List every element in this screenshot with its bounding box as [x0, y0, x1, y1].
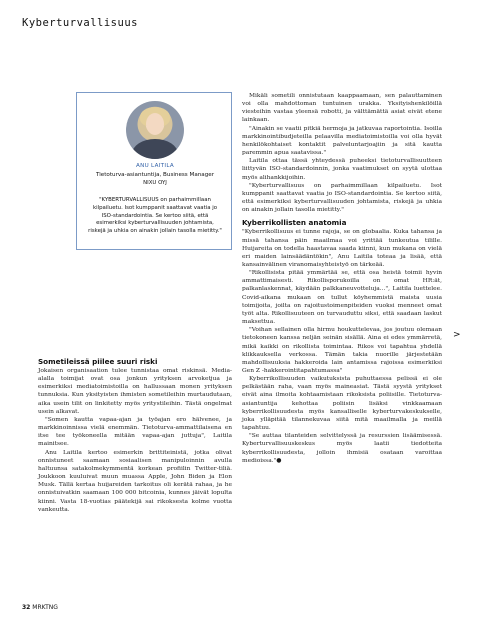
left-column	[38, 357, 232, 514]
profile-company: NIXU OYJ	[143, 180, 167, 186]
paragraph: Anu Laitila kertoo esimerkin brittiteinistä, jotka olivat onnistuneet saamaan sosiaalisen manipuloinnin avulla haltuunsa satakolmekymmentä korkean profiilin Twitter-tiliä. Joukkoon kuuluivat muun muassa Apple, John Biden ja Elon Musk. Tällä kertaa huijareiden tarkoitus oli kerätä rahaa, ja he onnistuivatkin saamaan 100 000 bitcoinia, kunnes jäivät lopulta kiinni. Vasta 18-vuotias päätekijä sai rikoksesta kolme vuotta vankeutta.	[38, 449, 232, 513]
profile-name: ANU LAITILA	[135, 163, 175, 169]
profile-role: Tietoturva-asiantuntija, Business Manager	[95, 172, 215, 178]
paragraph: "Se auttaa tilanteiden selvittelyssä ja resurssien lisäämisessä. Kyberturvallisuuskeskus myös laatii tiedotteita kyberrikollisuudesta, jolloin ihmisiä osataan varoittaa medioissa."●	[242, 433, 442, 464]
page-number: 32	[22, 604, 31, 611]
section-label: Kyberturvallisuus	[22, 17, 138, 29]
right-column	[242, 92, 442, 465]
paragraph: "Voihan sellainen olla hirmu houkuttelevaa, jos joutuu olemaan tietokoneen kanssa neljän seinän sisällä. Aina ei edes ymmärretä, mikä kaikki on rikollista toimintaa. Rikos voi tapahtua yhdellä klikkauksella verkossa. Tämän takia nuorille järjestetään mahdollisuuksia hakkeroida lain antamissa rajoissa esimerkiksi Gen Z -hakkerointitapahtumassa"	[242, 327, 442, 374]
paragraph: Jokaisen organisaation tulee tunnistaa omat riskinsä. Media-alalla toimijat ovat osa jonkun yrityksen arvoketjua ja esimerkiksi mediatoimistoilla on hallussaan monen yrityksen tunnuksia. Kun yksityisten ihmisten sometileihin murtaudutaan, aika usein tilit on linkitetty myös yritystileihin. Tästä ongelmat usein alkavat.	[38, 368, 232, 415]
subheading-anatomy: Kyberrikollisten anatomia	[242, 218, 347, 228]
avatar	[126, 101, 184, 159]
paragraph: "Somen kautta vapaa-ajan ja työajan ero hälvenee, ja markkinoinnissa vielä enemmän. Tietoturva-ammattilaisena en itse tee työkoneella mitään vapaa-ajan juttuja", Laitila mainitsee.	[38, 416, 232, 448]
paragraph: Laitila ottaa tässä yhteydessä puheeksi tietoturvallisuutteen liittyvän ISO-standardoinnin, jonka vaatimukset on syytä ulottaa myös alihankkijoihin.	[242, 158, 442, 181]
paragraph: "Ainakin se vaatii pitkiä hermoja ja jatkuvaa raportointia. Isoilla markkinointibudjeteilla pelaavilla mediatoimistoilla voi olla hyvät henkilökohtaiset kontaktit palveluntarjoajiin ja sitä kautta paremmin apua saatavissa."	[242, 125, 442, 157]
subheading-some-risk: Sometileissä piilee suuri riski	[38, 357, 158, 366]
paragraph: Mikäli sometili onnistutaan kaappaamaan, sen palauttaminen voi olla mahdottoman tuntuinen urakka. Yksityishenkilöillä viesteihin vastaa yleensä robotti, ja välttämättä asiat eivät etene lainkaan.	[242, 93, 442, 124]
page-footer	[22, 604, 58, 611]
magazine-name: MRKTNG	[32, 604, 58, 611]
continue-arrow-icon: >	[453, 330, 461, 340]
paragraph: "Kyberrikollisuus ei tunne rajoja, se on globaalia. Kuka tahansa ja missä tahansa päin maailmaa voi yrittää tunkeutua tilille. Huijareita on todella haastavaa saada kiinni, kun mukana on vielä eri maiden lainsäädäntökin", Anu Laitila toteaa ja lisää, että kansainvälinen viranomaisyhteistyö on tärkeää.	[242, 229, 442, 268]
profile-box	[76, 92, 232, 250]
paragraph: Kyberrikollisuuden vaikutuksista puhuttaessa pelissä ei ole pelkästään raha, vaan myös maineasiat. Tästä syystä yritykset eivät aina ilmoita kohtaamistaan rikoksista poliisille. Tietoturva-asiantuntija kehottaa poliisin lisäksi vinkkaamaan kyberrikollisuudesta myös kansalliselle kyberturvakeskukselle, joka ylläpitää tilannekuvaa siitä mitä maailmalla ja meillä tapahtuu.	[242, 376, 442, 432]
paragraph: "Kyberturvallisuus on parhaimmillaan kilpailuetu. Isot kumppanit saattavat vaatia jo ISO-standardointia. Se kertoo siitä, että esimerkiksi kyberturvallisuuden johtamista, riskejä ja uhkia on ainakin jollain tasolla mietitty."	[242, 182, 442, 214]
paragraph: "Rikollisista pitää ymmärtää se, että osa heistä toimii hyvin ammattimaisesti. Rikollisporukoilla on omat HR:ät, palkanlaskennat, käydään palkkaneuvotteluja...", Laitila luettelee. Covid-aikana mukaan on tullut köyhemmistä maista uusia toimijoita, joilta on rajoitustoimenpiteiden vuoksi menneet omat työt alta. Rikollisuuteen on turvauduttu siksi, että saadaan laskut maksettua.	[242, 270, 442, 326]
profile-quote: "KYBERTURVALLISUUS on parhaimmillaan kilpailuetu. Isot kumppanit saattavat vaatia jo ISO-standardointia. Se kertoo siitä, että esimerkiksi kyberturvallisuuden johtamista, riskejä ja uhkia on ainakin jollain tasolla mietitty."	[88, 197, 222, 235]
